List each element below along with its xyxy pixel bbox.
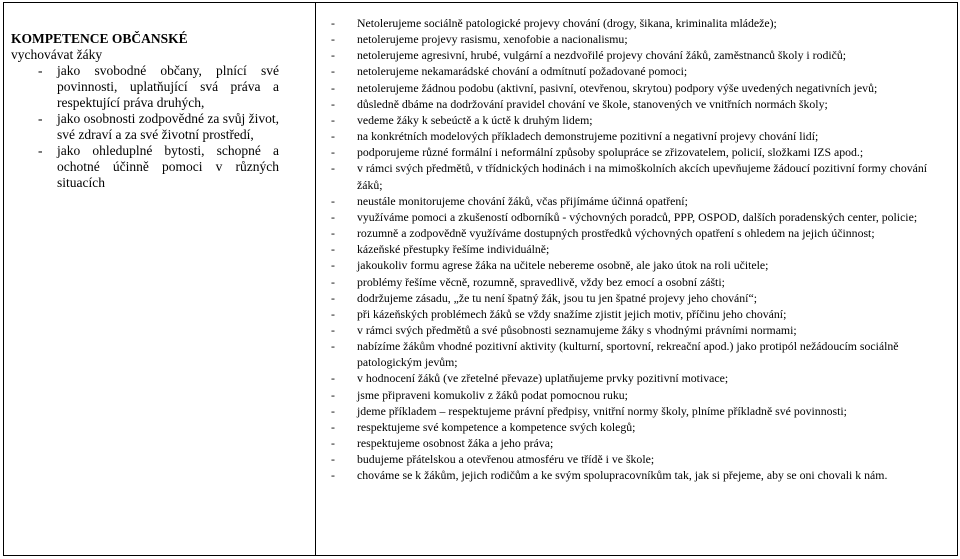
bullet-dash: - [331,436,335,451]
list-item-text: jako ohleduplné bytosti, schopné a ochotné účinně pomoci v různých situacích [57,143,279,190]
list-item [331,322,949,338]
bullet-dash: - [331,209,335,224]
list-item [331,144,949,160]
list-item-text: rozumně a zodpovědně využíváme dostupných prostředků výchovných opatření s ohledem na jejich účinnost; [357,226,875,241]
list-item-text: respektujeme osobnost žáka a jeho práva; [357,436,554,451]
list-item-text: netolerujeme projevy rasismu, xenofobie a nacionalismu; [357,32,628,47]
bullet-dash: - [331,16,335,30]
bullet-dash: - [331,419,335,434]
list-item-text: v rámci svých předmětů, v třídnických hodinách i na mimoškolních akcích upevňujeme žádoucí pozitivní formy chování žáků; [357,161,928,192]
bullet-dash: - [331,161,335,176]
list-item-text: jakoukoliv formu agrese žáka na učitele nebereme osobně, ale jako útok na roli učitele; [357,258,769,273]
list-item [331,435,949,451]
bullet-dash: - [331,274,335,289]
bullet-dash: - [331,145,335,160]
list-item [331,63,949,79]
list-item [331,128,949,144]
bullet-dash: - [331,258,335,273]
list-item [331,338,949,370]
bullet-dash: - [38,143,43,158]
list-item [331,274,949,290]
list-item-text: využíváme pomoci a zkušeností odborníků - výchovných poradců, PPP, OSPOD, dalších poradenských center, policie; [357,209,918,224]
bullet-dash: - [331,371,335,386]
bullet-dash: - [331,129,335,144]
bullet-dash: - [331,112,335,127]
bullet-dash: - [38,111,43,126]
competence-goals-list [11,63,311,191]
list-item [331,193,949,209]
list-item [331,209,949,225]
list-item-text: důsledně dbáme na dodržování pravidel chování ve škole, stanovených ve vnitřních normách školy; [357,96,828,111]
bullet-dash: - [331,32,335,47]
list-item [331,451,949,467]
list-item [331,80,949,96]
bullet-dash: - [331,80,335,95]
bullet-dash: - [331,96,335,111]
list-item [331,370,949,386]
bullet-dash: - [331,193,335,208]
bullet-dash: - [331,290,335,305]
list-item-text: v hodnocení žáků (ve zřetelné převaze) uplatňujeme prvky pozitivní motivace; [357,371,729,386]
bullet-dash: - [331,403,335,418]
list-item-text: na konkrétních modelových příkladech demonstrujeme pozitivní a negativní projevy chování lidí; [357,129,819,144]
list-item [331,306,949,322]
list-item [331,241,949,257]
competence-heading: KOMPETENCE OBČANSKÉ [11,31,188,46]
list-item-text: nabízíme žákům vhodné pozitivní aktivity (kulturní, sportovní, rekreační apod.) jako protipól nežádoucím sociálně patologickým jevům; [357,339,899,370]
list-item [331,387,949,403]
list-item-text: dodržujeme zásadu, „že tu není špatný žák, jsou tu jen špatné projevy jeho chování“; [357,290,757,305]
list-item [331,47,949,63]
bullet-dash: - [331,387,335,402]
list-item-text: jako osobnosti zodpovědné za svůj život, své zdraví a za své životní prostředí, [57,111,279,142]
list-item-text: neustále monitorujeme chování žáků, včas přijímáme účinná opatření; [357,193,688,208]
bullet-dash: - [331,242,335,257]
list-item-text: respektujeme své kompetence a kompetence svých kolegů; [357,419,636,434]
bullet-dash: - [331,339,335,354]
list-item [331,419,949,435]
list-item-text: netolerujeme nekamarádské chování a odmítnutí požadované pomoci; [357,64,688,79]
list-item [331,112,949,128]
list-item [331,31,949,47]
competence-cell [4,3,316,556]
bullet-dash: - [331,322,335,337]
competence-lead: vychovávat žáky [11,47,103,62]
list-item-text: podporujeme různé formální i neformální způsoby spolupráce se zřizovatelem, policií, složkami IZS apod.; [357,145,864,160]
list-item-text: chováme se k žákům, jejich rodičům a ke svým spolupracovníkům tak, jak si přejeme, aby se oni chovali k nám. [357,468,888,483]
list-item [331,160,949,192]
bullet-dash: - [331,468,335,483]
bullet-dash: - [331,64,335,79]
bullet-dash: - [331,48,335,63]
list-item-text: jsme připraveni komukoliv z žáků podat pomocnou ruku; [357,387,628,402]
bullet-dash: - [331,452,335,467]
table-row [4,3,958,556]
list-item-text: budujeme přátelskou a otevřenou atmosféru ve třídě i ve škole; [357,452,655,467]
list-item-text: netolerujeme agresivní, hrubé, vulgární a nezdvořilé projevy chování žáků, zaměstnanců školy i rodičů; [357,48,847,63]
list-item-text: v rámci svých předmětů a své působnosti seznamujeme žáky s vhodnými právními normami; [357,322,797,337]
list-item-text: Netolerujeme sociálně patologické projevy chování (drogy, šikana, kriminalita mládeže); [357,16,777,30]
list-item [11,63,279,111]
strategies-cell [316,3,958,556]
list-item [11,143,279,191]
list-item [331,96,949,112]
list-item [331,290,949,306]
bullet-dash: - [331,306,335,321]
list-item [331,257,949,273]
list-item [331,225,949,241]
list-item-text: problémy řešíme věcně, rozumně, spravedlivě, vždy bez emocí a osobní zášti; [357,274,725,289]
competence-table [3,2,958,556]
list-item [331,403,949,419]
list-item-text: netolerujeme žádnou podobu (aktivní, pasivní, otevřenou, skrytou) podpory výše uvedených negativních jevů; [357,80,878,95]
list-item [11,111,279,143]
bullet-dash: - [331,226,335,241]
list-item-text: kázeňské přestupky řešíme individuálně; [357,242,550,257]
list-item-text: při kázeňských problémech žáků se vždy snažíme zjistit jejich motiv, příčinu jeho chování; [357,306,787,321]
list-item-text: jako svobodné občany, plnící své povinnosti, uplatňující svá práva a respektující práva druhých, [57,63,279,110]
list-item [331,467,949,483]
list-item-text: vedeme žáky k sebeúctě a k úctě k druhým lidem; [357,112,593,127]
strategies-list [331,15,949,484]
list-item [331,15,949,31]
bullet-dash: - [38,63,43,78]
list-item-text: jdeme příkladem – respektujeme právní předpisy, vnitřní normy školy, plníme příkladně své povinnosti; [357,403,847,418]
